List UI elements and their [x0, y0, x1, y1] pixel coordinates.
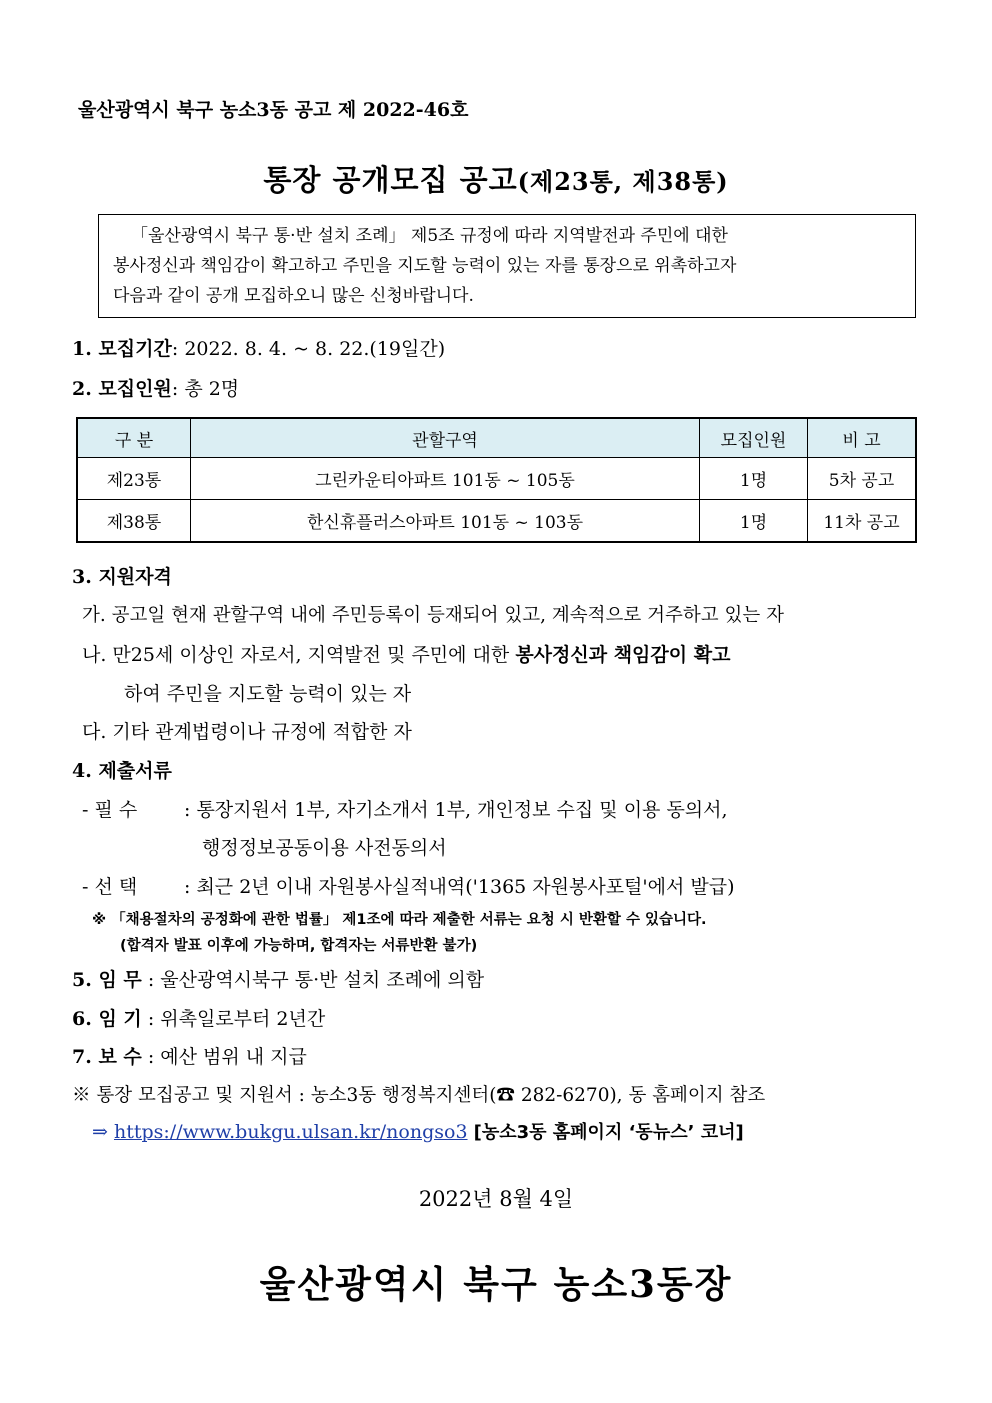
term-label: 6. 임 기: [72, 1008, 142, 1030]
link-line: [92, 1118, 744, 1144]
documents-required-1: : 통장지원서 1부, 자기소개서 1부, 개인정보 수집 및 이용 동의서,: [184, 799, 728, 821]
qualification-b-bold: 봉사정신과 책임감이 확고: [515, 644, 731, 666]
table-header-cell: 모집인원: [700, 418, 808, 458]
qualification-b-text: 나. 만25세 이상인 자로서, 지역발전 및 주민에 대한: [82, 644, 516, 666]
period-value: : 2022. 8. 4. ~ 8. 22.(19일간): [171, 338, 446, 360]
table-cell: 1명: [700, 500, 808, 543]
duty-value: : 울산광역시북구 통·반 설치 조례에 의함: [147, 969, 485, 991]
table-header-cell: 구 분: [77, 418, 191, 458]
table-cell: 5차 공고: [808, 458, 917, 500]
title-main: 통장 공개모집 공고: [263, 163, 518, 197]
table-cell: 1명: [700, 458, 808, 500]
notice-date: 2022년 8월 4일: [418, 1187, 574, 1211]
qualification-c: 다. 기타 관계법령이나 규정에 적합한 자: [82, 721, 412, 743]
documents-note-1: ※ 「채용절차의 공정화에 관한 법률」 제1조에 따라 제출한 서류는 요청 시 반환할 수 있습니다.: [92, 912, 707, 928]
issuer-name: 울산광역시 북구 농소3동장: [259, 1262, 733, 1306]
notice-number: 울산광역시 북구 농소3동 공고 제 2022-46호: [78, 99, 469, 121]
table-header-cell: 비 고: [808, 418, 917, 458]
personnel-line: [72, 374, 239, 401]
personnel-value: : 총 2명: [171, 378, 240, 400]
table-cell: 11차 공고: [808, 500, 917, 543]
duty-label: 5. 임 무: [72, 969, 142, 991]
documents-required-label: - 필 수: [82, 799, 138, 821]
pay-value: : 예산 범위 내 지급: [147, 1046, 307, 1068]
documents-heading: 4. 제출서류: [72, 760, 172, 782]
documents-optional-label: - 선 택: [82, 876, 138, 898]
documents-optional: : 최근 2년 이내 자원봉사실적내역('1365 자원봉사포털'에서 발급): [184, 876, 735, 898]
qualification-b: [82, 640, 730, 667]
reference-line: ※ 통장 모집공고 및 지원서 : 농소3동 행정복지센터(☎ 282-6270), 동 홈페이지 참조: [72, 1085, 766, 1106]
term-value: : 위촉일로부터 2년간: [147, 1008, 326, 1030]
documents-required-2: 행정정보공동이용 사전동의서: [202, 837, 447, 859]
pay-line: [72, 1042, 307, 1069]
period-line: [72, 334, 445, 361]
period-label: 1. 모집기간: [72, 338, 172, 360]
intro-line: 「울산광역시 북구 통·반 설치 조례」 제5조 규정에 따라 지역발전과 주민에 대한: [131, 226, 728, 246]
homepage-link[interactable]: https://www.bukgu.ulsan.kr/nongso3: [113, 1121, 468, 1143]
table-header-row: [77, 418, 916, 458]
documents-note-2: (합격자 발표 이후에 가능하며, 합격자는 서류반환 불가): [120, 938, 478, 954]
table-cell: 제38통: [77, 500, 191, 543]
term-line: [72, 1004, 325, 1031]
page-title: [0, 158, 992, 199]
qualification-heading: 3. 지원자격: [72, 566, 172, 588]
intro-box: [98, 214, 916, 318]
arrow-icon: ⇒: [92, 1121, 108, 1143]
table-header-cell: 관할구역: [191, 418, 700, 458]
table-cell: 제23통: [77, 458, 191, 500]
qualification-b-cont: 하여 주민을 지도할 능력이 있는 자: [124, 683, 412, 705]
pay-label: 7. 보 수: [72, 1046, 142, 1068]
title-sub: (제23통, 제38통): [517, 167, 729, 196]
duty-line: [72, 965, 484, 992]
table-row: [77, 500, 916, 543]
intro-line: 다음과 같이 공개 모집하오니 많은 신청바랍니다.: [113, 286, 474, 306]
table-row: [77, 458, 916, 500]
table-cell: 한신휴플러스아파트 101동 ~ 103동: [191, 500, 700, 543]
intro-line: 봉사정신과 책임감이 확고하고 주민을 지도할 능력이 있는 자를 통장으로 위촉하고자: [113, 256, 737, 276]
personnel-label: 2. 모집인원: [72, 378, 172, 400]
table-cell: 그린카운티아파트 101동 ~ 105동: [191, 458, 700, 500]
qualification-a: 가. 공고일 현재 관할구역 내에 주민등록이 등재되어 있고, 계속적으로 거주하고 있는 자: [82, 605, 784, 626]
quota-table: [76, 417, 917, 543]
homepage-corner: [농소3동 홈페이지 ‘동뉴스’ 코너]: [473, 1122, 744, 1143]
